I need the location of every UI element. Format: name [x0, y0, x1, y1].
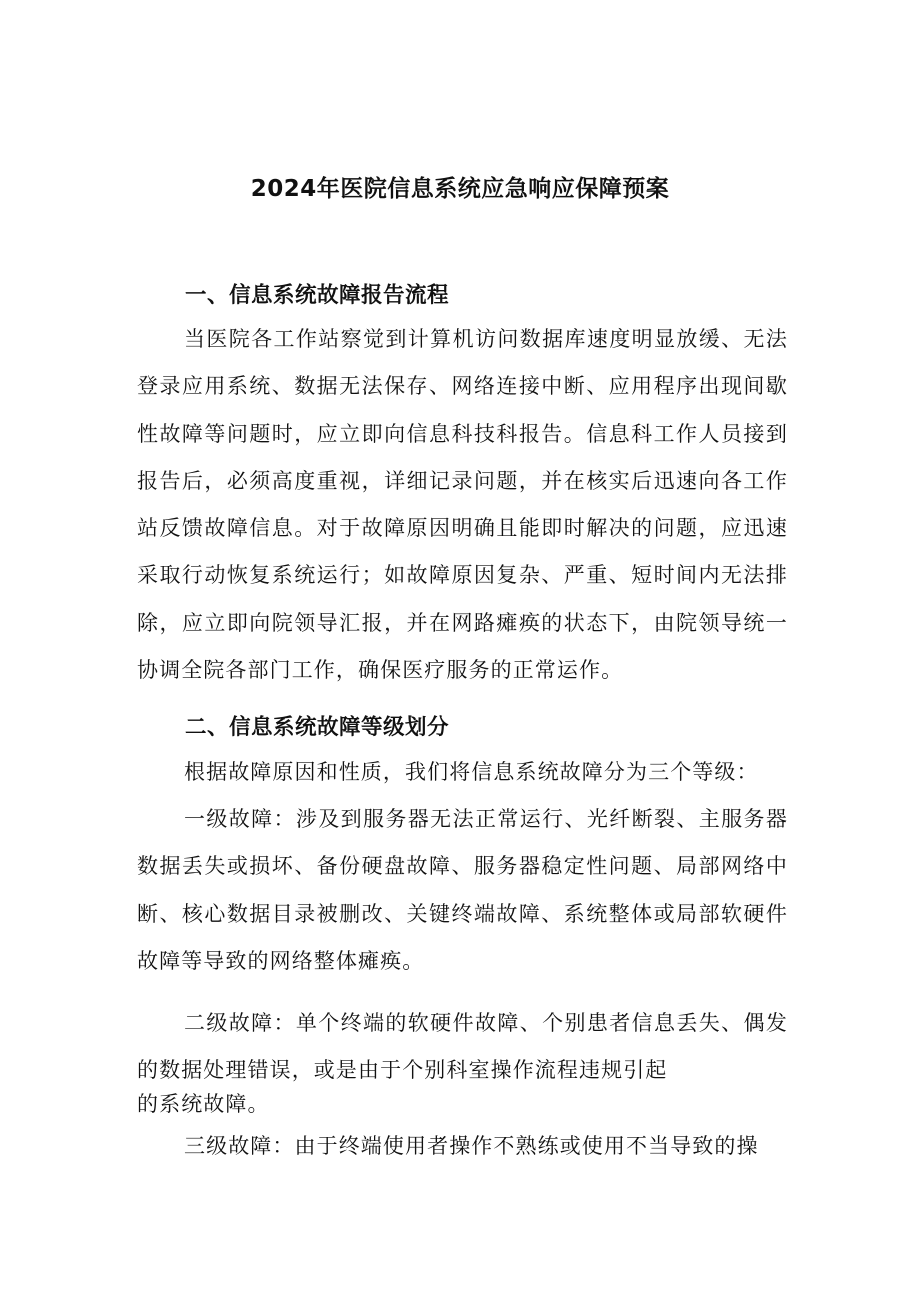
section-heading-fault-levels: 二、信息系统故障等级划分 — [185, 715, 450, 740]
document-title: 2024年医院信息系统应急响应保障预案 — [250, 176, 670, 202]
paragraph-level-two-continued: 的系统故障。 — [137, 1092, 270, 1116]
paragraph-level-two: 二级故障：单个终端的软硬件故障、个别患者信息丢失、偶发的数据处理错误，或是由于个别科室操作流程违规引起 — [137, 1011, 788, 1083]
paragraph-levels-intro: 根据故障原因和性质，我们将信息系统故障分为三个等级： — [184, 760, 759, 784]
section-heading-report-process: 一、信息系统故障报告流程 — [185, 283, 450, 308]
paragraph-level-three: 三级故障：由于终端使用者操作不熟练或使用不当导致的操 — [184, 1134, 759, 1158]
paragraph-report-process: 当医院各工作站察觉到计算机访问数据库速度明显放缓、无法登录应用系统、数据无法保存、网络连接中断、应用程序出现间歇性故障等问题时，应立即向信息科技科报告。信息科工作人员接到报告后，必须高度重视，详细记录问题，并在核实后迅速向各工作站反馈故障信息。对于故障原因明确且能即时解决的问题，应迅速采取行动恢复系统运行；如故障原因复杂、严重、短时间内无法排除，应立即向院领导汇报，并在网路瘫痪的状态下，由院领导统一协调全院各部门工作，确保医疗服务的正常运作。 — [137, 327, 788, 683]
paragraph-level-one: 一级故障：涉及到服务器无法正常运行、光纤断裂、主服务器数据丢失或损坏、备份硬盘故障、服务器稳定性问题、局部网络中断、核心数据目录被删改、关键终端故障、系统整体或局部软硬件故障等导致的网络整体瘫痪。 — [137, 807, 788, 973]
